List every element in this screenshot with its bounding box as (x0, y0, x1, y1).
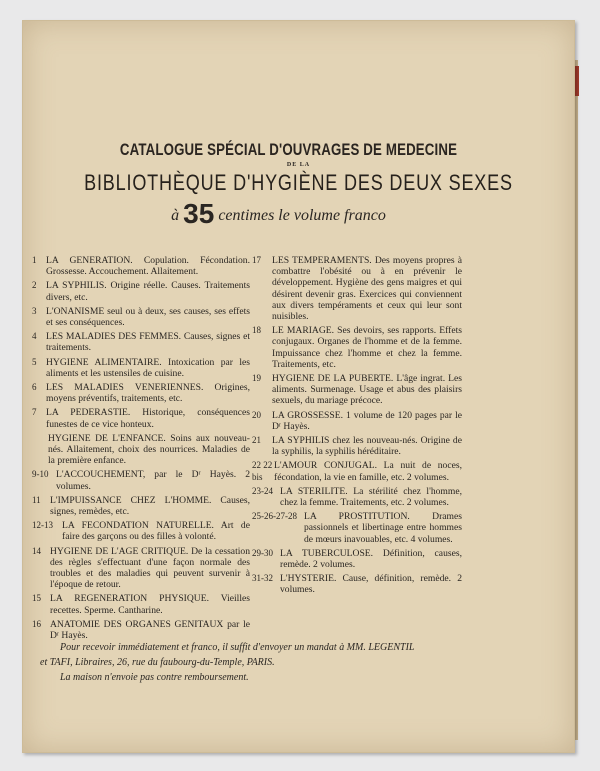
header (22, 140, 575, 230)
catalogue-entry: 16 ANATOMIE DES ORGANES GENITAUX par le Dʳ Hayès. (32, 618, 250, 642)
catalogue-entry: HYGIENE DE L'ENFANCE. Soins aux nouveau-nés. Allaitement, choix des nourrices. Maladies de la première enfance. (48, 432, 250, 467)
catalogue-entry: 14 HYGIENE DE L'AGE CRITIQUE. De la cessation des règles s'effectuant d'une façon normale des troubles et des maladies qui peuvent survenir à l'époque de retour. (32, 545, 250, 591)
catalogue-entry: 2 LA SYPHILIS. Origine réelle. Causes. Traitements divers, etc. (32, 280, 250, 303)
catalogue-entry: 9-10 L'ACCOUCHEMENT, par le Dʳ Hayès. 2 volumes. (32, 469, 250, 492)
catalogue-entry: 1 LA GENERATION. Copulation. Fécondation. Grossesse. Accouchement. Allaitement. (32, 255, 250, 278)
catalogue-entry: 31-32 L'HYSTERIE. Cause, définition, remède. 2 volumes. (252, 573, 462, 596)
order-notice (40, 640, 480, 685)
price-line (0, 198, 575, 230)
order-line-2: et TAFI, Libraires, 26, rue du faubourg-du-Temple, PARIS. (40, 657, 275, 668)
catalogue-entry: 19 HYGIENE DE LA PUBERTE. L'âge ingrat. Les aliments. Surmenage. Usage et abus des plaisirs sexuels, du mariage précoce. (252, 373, 462, 407)
catalogue-entry: 6 LES MALADIES VENERIENNES. Origines, moyens préventifs, traitements, etc. (32, 382, 250, 405)
price-number: 35 (183, 198, 215, 229)
catalogue-entry: 5 HYGIENE ALIMENTAIRE. Intoxication par les aliments et les ustensiles de cuisine. (32, 356, 250, 379)
catalogue-entry: 18 LE MARIAGE. Ses devoirs, ses rapports. Effets conjugaux. Organes de l'homme et de la femme. Impuissance chez l'homme et chez la femme. Traitements, etc. (252, 325, 462, 370)
catalogue-entry: 29-30 LA TUBERCULOSE. Définition, causes, remède. 2 volumes. (252, 547, 462, 571)
left-column (32, 255, 250, 644)
catalogue-entry: 20 LA GROSSESSE. 1 volume de 120 pages par le Dʳ Hayès. (252, 409, 462, 432)
catalogue-title: CATALOGUE SPÉCIAL D'OUVRAGES DE MEDECINE (119, 140, 458, 159)
catalogue-entry: 4 LES MALADIES DES FEMMES. Causes, signes et traitements. (32, 331, 250, 354)
catalogue-entry: 22 22 bis L'AMOUR CONJUGAL. La nuit de noces, fécondation, la vie en famille, etc. 2 volumes. (252, 460, 462, 483)
price-suffix: centimes le volume franco (218, 207, 386, 224)
catalogue-entry: 21 LA SYPHILIS chez les nouveau-nés. Origine de la syphilis, la syphilis héréditaire. (252, 435, 462, 458)
catalogue-entry: 12-13 LA FECONDATION NATURELLE. Art de faire des garçons ou des filles à volonté. (32, 520, 250, 543)
library-title: BIBLIOTHÈQUE D'HYGIÈNE DES DEUX SEXES (84, 170, 513, 195)
catalogue-entry: 25-26-27-28 LA PROSTITUTION. Drames passionnels et libertinage entre hommes de mœurs inavouables, etc. 4 volumes. (252, 511, 462, 545)
right-column (252, 255, 462, 599)
order-line-1: Pour recevoir immédiatement et franco, il suffit d'envoyer un mandat à MM. LEGENTIL (60, 642, 415, 653)
catalogue-entry: 3 L'ONANISME seul ou à deux, ses causes, ses effets et ses conséquences. (32, 305, 250, 329)
catalogue-entry: 11 L'IMPUISSANCE CHEZ L'HOMME. Causes, signes, remèdes, etc. (32, 494, 250, 518)
catalogue-entry: 15 LA REGENERATION PHYSIQUE. Vieilles recettes. Sperme. Cantharine. (32, 593, 250, 616)
price-prefix: à (171, 207, 180, 224)
catalogue-entry: 7 LA PEDERASTIE. Historique, conséquences funestes de ce vice honteux. (32, 407, 250, 430)
order-line-3: La maison n'envoie pas contre remboursement. (60, 672, 249, 683)
catalogue-entry: 23-24 LA STERILITE. La stérilité chez l'homme, chez la femme. Traitements, etc. 2 volumes. (252, 485, 462, 509)
de-la: DE LA (286, 162, 311, 168)
catalogue-entry: 17 LES TEMPERAMENTS. Des moyens propres à combattre l'obésité ou à en prévenir le développement. Hygiène des gens maigres et qui désirent devenir gras. Exercices qui conviennent aux divers tempéraments et ceux qui leur sont nuisibles. (252, 255, 462, 323)
